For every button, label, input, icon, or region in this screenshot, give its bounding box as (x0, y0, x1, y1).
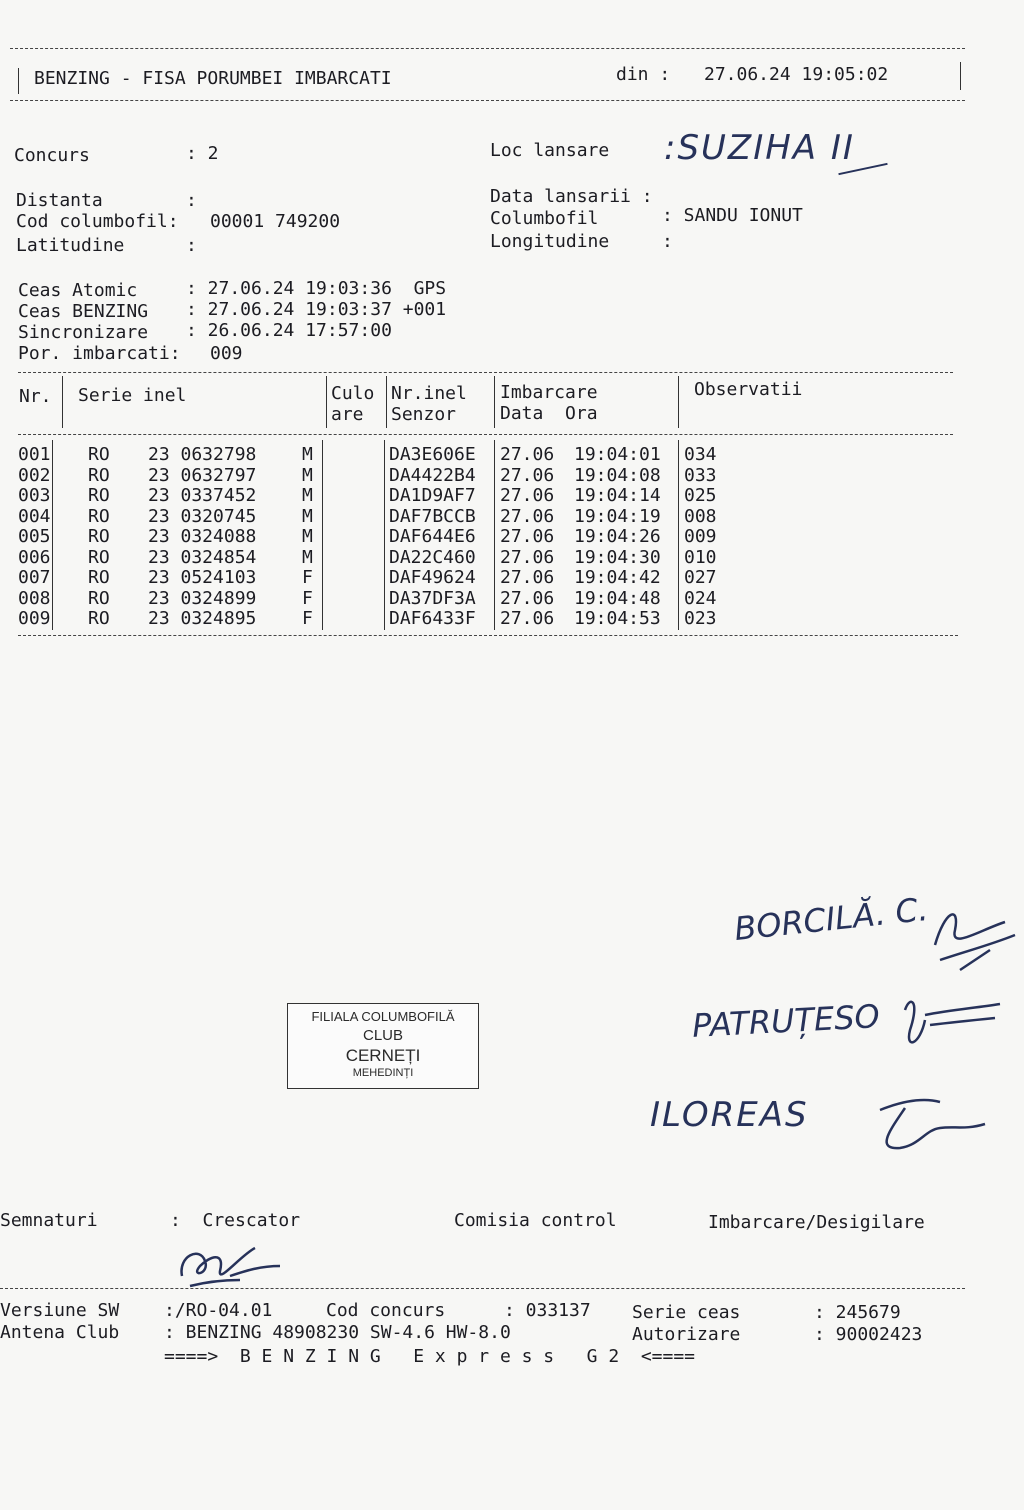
row-country: RO (88, 444, 110, 465)
row-sensor: DAF7BCCB (389, 505, 476, 527)
imbarcare-desigilare-label: Imbarcare/Desigilare (708, 1212, 925, 1233)
header-nr-inel-2: Senzor (391, 404, 457, 425)
row-sex: F (302, 567, 313, 588)
concurs-value: : 2 (186, 143, 219, 164)
date-label: din : (616, 64, 671, 85)
row-sex: F (302, 608, 313, 629)
row-date: 27.06 (500, 505, 555, 527)
row-date: 27.06 (500, 608, 555, 629)
signature-scribble (865, 1090, 995, 1165)
porumbei-imbarcati-value: 009 (210, 343, 243, 364)
row-sex: M (302, 464, 313, 486)
comisia-label: Comisia control (454, 1210, 617, 1231)
benzing-banner: ====> B E N Z I N G E x p r e s s G 2 <==== (164, 1346, 696, 1367)
row-date: 27.06 (500, 526, 555, 547)
col-divider (678, 376, 679, 428)
header-right-border (960, 62, 961, 90)
table-bottom-rule (18, 635, 958, 636)
row-time: 19:04:42 (574, 567, 661, 588)
header-nr: Nr. (19, 386, 52, 407)
row-time: 19:04:08 (574, 464, 661, 486)
porumbei-imbarcati-label: Por. imbarcati: (18, 343, 181, 364)
row-sensor: DAF6433F (389, 608, 476, 629)
header-left-border (18, 68, 19, 94)
ceas-benzing-label: Ceas BENZING (18, 301, 149, 322)
latitudine-value: : (186, 235, 197, 256)
row-time: 19:04:26 (574, 526, 661, 547)
row-sensor: DA4422B4 (389, 464, 476, 486)
row-date: 27.06 (500, 464, 555, 486)
row-date: 27.06 (500, 444, 555, 465)
ceas-benzing-value: : 27.06.24 19:03:37 +001 (186, 299, 447, 320)
handwritten-name-3: ILOREAS (650, 1095, 809, 1135)
row-ring-series: 23 0324895 (148, 608, 257, 629)
header-nr-inel-1: Nr.inel (391, 383, 467, 404)
signature-scribble (895, 990, 1005, 1060)
row-country: RO (88, 546, 110, 568)
autorizare-label: Autorizare (632, 1324, 741, 1345)
row-nr: 004 (18, 505, 51, 527)
row-country: RO (88, 567, 110, 588)
row-date: 27.06 (500, 587, 555, 609)
row-nr: 009 (18, 608, 51, 629)
row-time: 19:04:48 (574, 587, 661, 609)
row-nr: 007 (18, 567, 51, 588)
row-observations: 010 (684, 546, 717, 568)
row-sensor: DAF49624 (389, 567, 476, 588)
table-header-rule (18, 434, 953, 435)
ceas-atomic-value: : 27.06.24 19:03:36 GPS (186, 278, 447, 299)
ceas-atomic-label: Ceas Atomic (18, 280, 138, 301)
table-top-rule (18, 372, 953, 373)
cod-concurs-label: Cod concurs (326, 1300, 446, 1321)
row-nr: 008 (18, 587, 51, 609)
stamp-line-1: FILIALA COLUMBOFILĂ (311, 1009, 455, 1024)
row-nr: 002 (18, 464, 51, 486)
row-ring-series: 23 0632797 (148, 464, 257, 486)
columbofil-value: : SANDU IONUT (662, 205, 803, 226)
versiune-sw-label: Versiune SW (0, 1300, 120, 1321)
row-ring-series: 23 0524103 (148, 567, 257, 588)
row-observations: 023 (684, 608, 717, 629)
col-divider (494, 376, 495, 428)
antena-club-value: : BENZING 48908230 SW-4.6 HW-8.0 (164, 1322, 511, 1343)
cod-concurs-value: : 033137 (504, 1300, 591, 1321)
distanta-label: Distanta (16, 190, 103, 211)
row-observations: 009 (684, 526, 717, 547)
row-nr: 006 (18, 546, 51, 568)
row-nr: 003 (18, 485, 51, 506)
row-observations: 034 (684, 444, 717, 465)
data-lansarii-label: Data lansarii : (490, 186, 653, 207)
row-ring-series: 23 0320745 (148, 505, 257, 527)
document-title: BENZING - FISA PORUMBEI IMBARCATI (34, 68, 392, 89)
row-observations: 024 (684, 587, 717, 609)
semnaturi-label: Semnaturi (0, 1210, 98, 1231)
stamp-line-3: CERNEȚI (345, 1046, 421, 1065)
signature-scribble (920, 900, 1020, 980)
col-divider (384, 440, 385, 630)
row-time: 19:04:30 (574, 546, 661, 568)
row-observations: 033 (684, 464, 717, 486)
row-ring-series: 23 0324899 (148, 587, 257, 609)
loc-lansare-handwritten: :SUZIHA II (664, 128, 855, 168)
row-date: 27.06 (500, 485, 555, 506)
crescator-signature (170, 1236, 290, 1296)
header-culoare-1: Culo (331, 383, 375, 404)
col-divider (322, 440, 323, 630)
header-imbarcare-2: Data Ora (500, 403, 598, 424)
row-nr: 005 (18, 526, 51, 547)
row-sex: M (302, 546, 313, 568)
loc-lansare-label: Loc lansare (490, 140, 610, 161)
row-ring-series: 23 0632798 (148, 444, 257, 465)
distanta-value: : (186, 190, 197, 211)
row-time: 19:04:53 (574, 608, 661, 629)
sincronizare-label: Sincronizare (18, 322, 149, 343)
col-divider (326, 376, 327, 428)
row-date: 27.06 (500, 546, 555, 568)
col-divider (386, 376, 387, 428)
cod-columbofil-label: Cod columbofil: (16, 211, 179, 232)
row-country: RO (88, 464, 110, 486)
header-bottom-rule (10, 100, 965, 101)
latitudine-label: Latitudine (16, 235, 125, 256)
row-sensor: DA1D9AF7 (389, 485, 476, 506)
row-sex: M (302, 505, 313, 527)
row-country: RO (88, 608, 110, 629)
header-top-rule (10, 48, 965, 49)
row-ring-series: 23 0337452 (148, 485, 257, 506)
columbofil-label: Columbofil (490, 208, 599, 229)
row-sensor: DA22C460 (389, 546, 476, 568)
antena-club-label: Antena Club (0, 1322, 120, 1343)
row-sex: F (302, 587, 313, 609)
col-divider (52, 440, 53, 630)
cod-columbofil-value: 00001 749200 (210, 211, 341, 232)
serie-ceas-label: Serie ceas (632, 1302, 741, 1323)
stamp-line-2: CLUB (362, 1027, 403, 1044)
row-ring-series: 23 0324854 (148, 546, 257, 568)
row-observations: 008 (684, 505, 717, 527)
row-country: RO (88, 587, 110, 609)
row-time: 19:04:19 (574, 505, 661, 527)
col-divider (678, 440, 679, 630)
row-sensor: DA37DF3A (389, 587, 476, 609)
crescator-label: : Crescator (170, 1210, 301, 1231)
row-sensor: DA3E606E (389, 444, 476, 465)
header-serie-inel: Serie inel (78, 385, 187, 406)
row-ring-series: 23 0324088 (148, 526, 257, 547)
col-divider (494, 440, 495, 630)
longitudine-value: : (662, 231, 673, 252)
row-sensor: DAF644E6 (389, 526, 476, 547)
print-date: 27.06.24 19:05:02 (704, 64, 889, 85)
handwritten-name-2: PATRUȚESO (691, 997, 881, 1045)
header-observatii: Observatii (694, 379, 803, 400)
row-country: RO (88, 526, 110, 547)
footer-rule (0, 1288, 965, 1289)
row-observations: 025 (684, 485, 717, 506)
handwritten-name-1: BORCILĂ. C. (732, 889, 930, 949)
row-sex: M (302, 526, 313, 547)
row-time: 19:04:01 (574, 444, 661, 465)
versiune-sw-value: :/RO-04.01 (164, 1300, 273, 1321)
sincronizare-value: : 26.06.24 17:57:00 (186, 320, 392, 341)
row-country: RO (88, 485, 110, 506)
longitudine-label: Longitudine (490, 231, 610, 252)
stamp-line-4: MEHEDINȚI (352, 1067, 414, 1079)
col-divider (62, 376, 63, 428)
row-time: 19:04:14 (574, 485, 661, 506)
row-observations: 027 (684, 567, 717, 588)
row-sex: M (302, 485, 313, 506)
serie-ceas-value: : 245679 (814, 1302, 901, 1323)
autorizare-value: : 90002423 (814, 1324, 923, 1345)
row-country: RO (88, 505, 110, 527)
row-nr: 001 (18, 444, 51, 465)
row-date: 27.06 (500, 567, 555, 588)
header-imbarcare-1: Imbarcare (500, 382, 598, 403)
club-stamp (287, 1003, 479, 1089)
row-sex: M (302, 444, 313, 465)
concurs-label: Concurs (14, 145, 90, 166)
header-culoare-2: are (331, 404, 364, 425)
